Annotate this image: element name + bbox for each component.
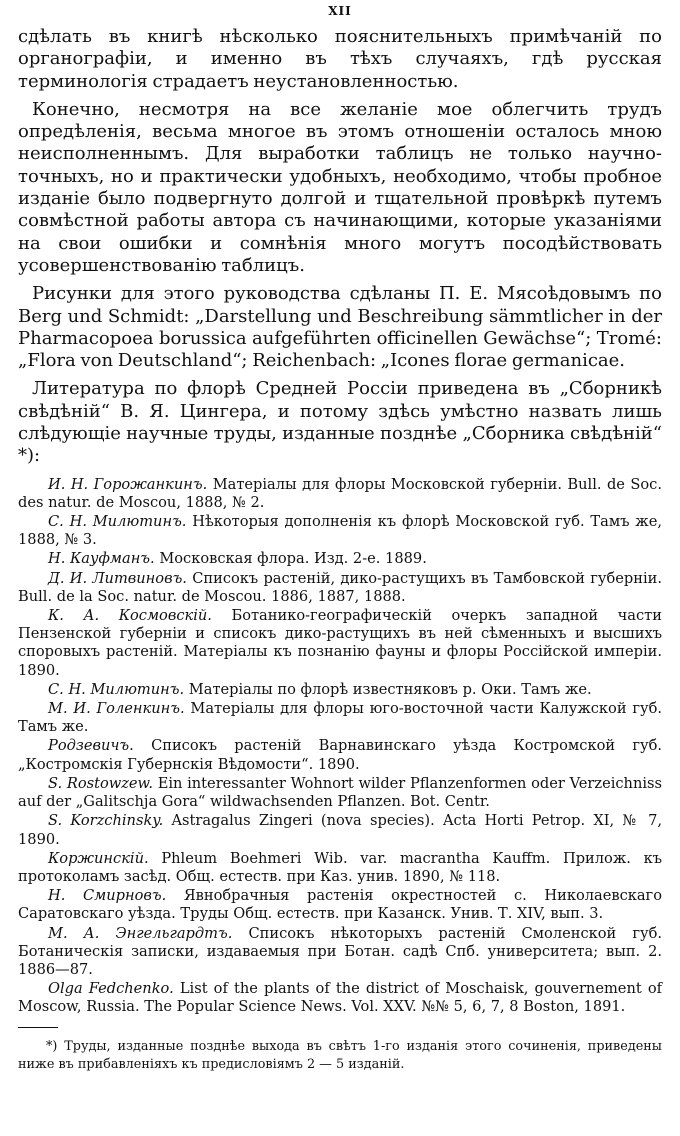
- footnote-divider: [18, 1027, 58, 1028]
- reference-author: Д. И. Литвиновъ.: [48, 569, 187, 587]
- reference-author: Н. Смирновъ.: [48, 887, 167, 905]
- reference-entry: [18, 513, 662, 549]
- reference-text: Phleum Boehmeri Wib. var. macrantha Kauffm. Прилож. къ протоколамъ засѣд. Общ. естеств. при Каз. унив. 1890, № 118.: [18, 849, 663, 885]
- reference-author: К. А. Космовскій.: [48, 607, 212, 625]
- paragraph-terminology: сдѣлать въ книгѣ нѣсколько пояснительныхъ примѣчаній по органографіи, и именно въ тѣхъ случаяхъ, гдѣ русская терминологія страдаетъ неустановленностью.: [18, 26, 662, 92]
- reference-author: С. Н. Милютинъ.: [48, 680, 185, 698]
- paragraph-illustrations: Рисунки для этого руководства сдѣланы П. Е. Мясоѣдовымъ по Berg und Schmidt: „Darstellung und Beschreibung sämmtlicher in der Pharmacopoea borussica aufgeführten officinellen Gewächse“; Tromé: „Flora von Deutschland“; Reichenbach: „Icones florae germanicae.: [18, 283, 662, 372]
- reference-entry: [18, 775, 662, 811]
- reference-text: Московская флора. Изд. 2-е. 1889.: [159, 550, 427, 568]
- paragraph-literature: Литература по флорѣ Средней Россіи приведена въ „Сборникѣ свѣдѣній“ В. Я. Цингера, и потому здѣсь умѣстно назвать лишь слѣдующіе научные труды, изданные позднѣе „Сборника свѣдѣній“ *):: [18, 378, 662, 467]
- reference-author: И. Н. Горожанкинъ.: [48, 475, 208, 493]
- reference-entry: [18, 737, 662, 773]
- reference-entry: [18, 812, 662, 848]
- reference-entry: [18, 681, 662, 699]
- reference-text: Списокъ нѣкоторыхъ растеній Смоленской губ. Ботаническія записки, издаваемыя при Ботан. садѣ Спб. университета; вып. 2. 1886—87.: [18, 924, 663, 978]
- reference-text: Явнобрачныя растенія окрестностей с. Николаевскаго Саратовскаго уѣзда. Труды Общ. естеств. при Казанск. Унив. Т. XIV, вып. 3.: [18, 887, 662, 923]
- reference-entry: [18, 850, 662, 886]
- reference-author: С. Н. Милютинъ.: [48, 513, 187, 531]
- reference-author: Н. Кауфманъ.: [48, 550, 155, 568]
- reference-author: М. А. Энгельгардтъ.: [48, 924, 233, 942]
- reference-entry: [18, 476, 662, 512]
- reference-list: [18, 476, 662, 1017]
- reference-text: List of the plants of the district of Moschaisk, gouvernement of Moscow, Russia. The Popular Science News. Vol. XXV. №№ 5, 6, 7, 8 Boston, 1891.: [18, 980, 663, 1016]
- reference-entry: [18, 570, 662, 606]
- reference-entry: [18, 887, 662, 923]
- reference-author: Olga Fedchenko.: [48, 980, 174, 998]
- reference-entry: [18, 700, 662, 736]
- footnote: *) Труды, изданные позднѣе выхода въ свѣтъ 1-го изданія этого сочиненія, приведены ниже въ прибавленіяхъ къ предисловіямъ 2 — 5 изданій.: [18, 1038, 662, 1072]
- reference-text: Списокъ растеній Варнавинскаго уѣзда Костромской губ. „Костромскія Губернскія Вѣдомости“. 1890.: [18, 737, 662, 773]
- reference-entry: [18, 925, 662, 980]
- reference-entry: [18, 607, 662, 680]
- reference-author: М. И. Голенкинъ.: [48, 700, 185, 718]
- reference-author: S. Rostowzew.: [48, 774, 153, 792]
- reference-text: Ein interessanter Wohnort wilder Pflanzenformen oder Verzeichniss auf der „Galitschja Gora“ wildwachsenden Pflanzen. Bot. Centr.: [18, 774, 663, 811]
- page-number: XII: [328, 4, 352, 18]
- reference-text: Списокъ растеній, дико-растущихъ въ Тамбовской губерніи. Bull. de la Soc. natur. de Moscou. 1886, 1887, 1888.: [18, 569, 663, 605]
- paragraph-tables: Конечно, несмотря на все желаніе мое облегчить трудъ опредѣленія, весьма многое въ этомъ отношеніи осталось мною неисполненнымъ. Для выработки таблицъ не только научно-точныхъ, но и практически удобныхъ, необходимо, чтобы пробное изданіе было подвергнуто долгой и тщательной провѣркѣ путемъ совмѣстной работы автора съ начинающими, которые указаніями на свои ошибки и сомнѣнія много могутъ посодѣйствовать усовершенствованію таблицъ.: [18, 98, 662, 276]
- reference-text: Ботанико-географическій очеркъ западной части Пензенской губерніи и списокъ дико-растущихъ въ ней сѣменныхъ и высшихъ споровыхъ растеній. Матеріалы къ познанію фауны и флоры Россійской имперіи. 1890.: [18, 607, 662, 679]
- reference-author: Коржинскій.: [48, 849, 149, 867]
- reference-text: Astragalus Zingeri (nova species). Acta Horti Petrop. XI, № 7, 1890.: [18, 812, 662, 848]
- reference-author: Родзевичъ.: [48, 737, 134, 755]
- reference-entry: [18, 980, 662, 1016]
- reference-text: Матеріалы для флоры юго-восточной части Калужской губ. Тамъ же.: [18, 700, 663, 736]
- reference-text: Матеріалы для флоры Московской губерніи. Bull. de Soc. des natur. de Moscou, 1888, № 2.: [18, 475, 662, 511]
- reference-author: S. Korzchinsky.: [48, 812, 164, 830]
- reference-entry: [18, 550, 662, 568]
- reference-text: Матеріалы по флорѣ известняковъ р. Оки. Тамъ же.: [188, 680, 592, 698]
- reference-text: Нѣкоторыя дополненія къ флорѣ Московской губ. Тамъ же, 1888, № 3.: [18, 513, 662, 549]
